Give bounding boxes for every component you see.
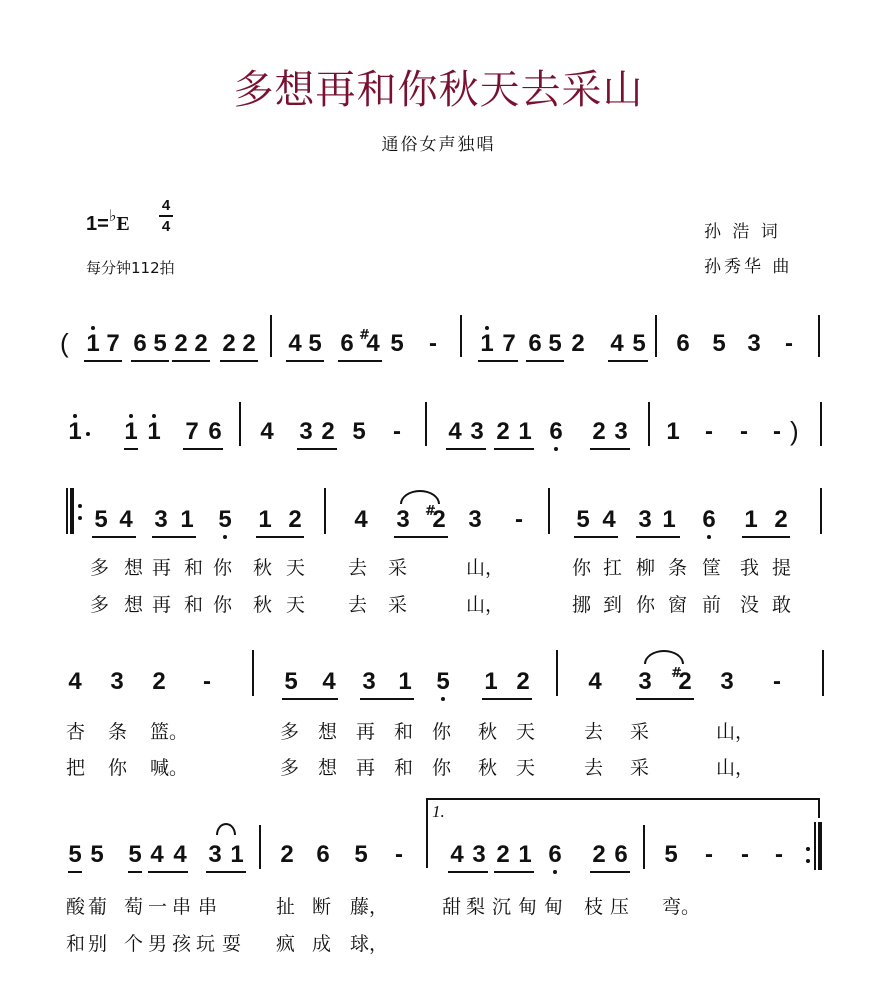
barline xyxy=(460,315,462,357)
barline xyxy=(643,825,645,869)
note: 3 xyxy=(720,668,734,695)
lyric: 甸 xyxy=(544,896,564,918)
lyric: 去 xyxy=(348,594,368,616)
note: 6 xyxy=(614,841,628,868)
note: 4 xyxy=(450,841,464,868)
lyric: 串 xyxy=(172,896,192,918)
lyric: 梨 xyxy=(466,896,486,918)
lyric: 和 xyxy=(184,557,204,579)
flat-symbol-icon: ♭ xyxy=(108,206,117,225)
lyric: 多 xyxy=(280,757,300,779)
volta-label: 1. xyxy=(432,802,445,821)
lyric: 条 xyxy=(668,557,688,579)
note: 6 xyxy=(340,330,354,357)
note: 5 xyxy=(632,330,646,357)
note: 5 xyxy=(68,841,82,868)
lyric: 和 xyxy=(184,594,204,616)
lyric: 扛 xyxy=(603,557,623,579)
lyric: 天 xyxy=(286,594,306,616)
lyric: 敢 xyxy=(772,594,792,616)
lyric: 你 xyxy=(432,757,452,779)
song-title: 多想再和你秋天去采山 xyxy=(233,67,644,113)
volta-bracket-right xyxy=(818,798,820,818)
lyric: 酸 xyxy=(66,896,86,918)
underline xyxy=(494,448,534,450)
dash: - xyxy=(393,418,401,445)
underline xyxy=(84,360,122,362)
lyric: 耍 xyxy=(222,933,242,955)
repeat-start-thick xyxy=(70,488,74,534)
barline xyxy=(259,825,261,869)
note: 3 xyxy=(154,506,168,533)
note: 5 xyxy=(548,330,562,357)
lyric: 再 xyxy=(356,721,376,743)
underline xyxy=(482,698,532,700)
underline xyxy=(526,360,564,362)
lyric: 采 xyxy=(388,557,408,579)
composer-credit: 孙秀华 曲 xyxy=(704,257,793,277)
lyric: 采 xyxy=(630,757,650,779)
lyric: 喊。 xyxy=(150,757,189,779)
lyric: 去 xyxy=(584,757,604,779)
lyric: 你 xyxy=(636,594,656,616)
lyric: 串 xyxy=(198,896,218,918)
lyric: 秋 xyxy=(253,557,273,579)
barline xyxy=(655,315,657,357)
note: 3 xyxy=(472,841,486,868)
note: 5 xyxy=(153,330,167,357)
lyric: 别 xyxy=(88,933,108,955)
note: 3 xyxy=(638,506,652,533)
barline xyxy=(270,315,272,357)
slur xyxy=(216,823,236,835)
underline xyxy=(478,360,518,362)
note: 3 xyxy=(362,668,376,695)
barline xyxy=(324,488,326,534)
underline xyxy=(574,536,618,538)
lyric: 想 xyxy=(124,557,144,579)
lyric: 条 xyxy=(108,721,128,743)
lyric: 窗 xyxy=(668,594,688,616)
underline xyxy=(494,871,534,873)
lyric: 你 xyxy=(213,557,233,579)
time-sig-top: 4 xyxy=(161,197,171,214)
note: 5 xyxy=(90,841,104,868)
lyric: 多 xyxy=(280,721,300,743)
note: 5 xyxy=(128,841,142,868)
note: 1 xyxy=(84,332,102,356)
key-prefix: 1= xyxy=(86,213,109,235)
underline xyxy=(338,360,382,362)
underline xyxy=(608,360,648,362)
dash: - xyxy=(705,841,713,868)
lyric: 秋 xyxy=(253,594,273,616)
barline xyxy=(818,315,820,357)
lyric: 提 xyxy=(772,557,792,579)
lyric: 挪 xyxy=(572,594,592,616)
barline xyxy=(820,402,822,446)
note: 5 xyxy=(712,330,726,357)
note: 3 xyxy=(638,668,652,695)
lyric: 没 xyxy=(740,594,760,616)
tempo-marking: 每分钟112拍 xyxy=(86,259,175,277)
note: 2 xyxy=(774,506,788,533)
note: 6 xyxy=(208,418,222,445)
repeat-dot xyxy=(806,847,810,851)
repeat-start-thin xyxy=(66,488,68,534)
note: 3 xyxy=(110,668,124,695)
note: 5 xyxy=(434,670,452,694)
lyric: 山， xyxy=(716,757,755,779)
lyric: 扯 xyxy=(276,896,296,918)
lyric: 柳 xyxy=(636,557,656,579)
lyric: 孩 xyxy=(172,933,192,955)
dash: - xyxy=(785,330,793,357)
dash: - xyxy=(705,418,713,445)
note: 5 xyxy=(216,508,234,532)
underline xyxy=(172,360,210,362)
underline xyxy=(206,871,246,873)
lyric: 和 xyxy=(394,721,414,743)
lyric: 再 xyxy=(152,594,172,616)
lyric: 你 xyxy=(108,757,128,779)
note: 2 xyxy=(592,418,606,445)
dash: - xyxy=(775,841,783,868)
underline xyxy=(148,871,188,873)
lyric: 断 xyxy=(312,896,332,918)
note: # 2 xyxy=(425,504,446,533)
key-letter: E xyxy=(116,213,130,235)
underline xyxy=(128,871,142,873)
repeat-dot xyxy=(78,504,82,508)
note: 4 xyxy=(610,330,624,357)
note: 3 xyxy=(468,506,482,533)
lyric: 我 xyxy=(740,557,760,579)
lyric: 多 xyxy=(90,557,110,579)
note: 2 xyxy=(222,330,236,357)
underline xyxy=(220,360,258,362)
note: 5 xyxy=(390,330,404,357)
lyric: 萄 xyxy=(124,896,144,918)
underline xyxy=(256,536,304,538)
note: 4 xyxy=(354,506,368,533)
volta-bracket-top xyxy=(426,798,820,800)
lyric: 采 xyxy=(388,594,408,616)
note: 2 xyxy=(496,418,510,445)
lyric: 甜 xyxy=(442,896,462,918)
lyric: 去 xyxy=(348,557,368,579)
lyric: 你 xyxy=(432,721,452,743)
lyric: 再 xyxy=(356,757,376,779)
dash: - xyxy=(773,668,781,695)
note: 1 xyxy=(230,841,244,868)
barline xyxy=(548,488,550,534)
note: 6 xyxy=(700,508,718,532)
lyric: 一 xyxy=(148,896,168,918)
lyric: 球， xyxy=(350,933,389,955)
note: 1 xyxy=(662,506,676,533)
dash: - xyxy=(515,506,523,533)
underline xyxy=(152,536,196,538)
note: 2 xyxy=(194,330,208,357)
note: 3 xyxy=(299,418,313,445)
lyric: 和 xyxy=(394,757,414,779)
lyric: 枝 xyxy=(584,896,604,918)
lyric: 去 xyxy=(584,721,604,743)
underline xyxy=(448,871,488,873)
dash: - xyxy=(740,418,748,445)
lyric: 甸 xyxy=(518,896,538,918)
underline xyxy=(68,871,82,873)
song-subtitle: 通俗女声独唱 xyxy=(381,135,496,155)
note: 4 xyxy=(588,668,602,695)
lyric: 秋 xyxy=(478,721,498,743)
lyric: 压 xyxy=(610,896,630,918)
lyric: 到 xyxy=(603,594,623,616)
barline xyxy=(822,650,824,696)
time-signature xyxy=(159,197,173,235)
dash: - xyxy=(741,841,749,868)
note: 1 xyxy=(258,506,272,533)
underline xyxy=(590,448,630,450)
note: 2 xyxy=(496,841,510,868)
lyric: 多 xyxy=(90,594,110,616)
note: 4 xyxy=(602,506,616,533)
note: # 4 xyxy=(359,328,380,357)
lyric: 前 xyxy=(702,594,722,616)
note: 5 xyxy=(354,841,368,868)
time-sig-line xyxy=(159,215,173,217)
note: 2 xyxy=(242,330,256,357)
note: 4 xyxy=(288,330,302,357)
note: 1 xyxy=(145,420,163,444)
note: 2 xyxy=(152,668,166,695)
note: 6 xyxy=(547,420,565,444)
underline xyxy=(636,536,680,538)
note: 3 xyxy=(747,330,761,357)
repeat-end-thick xyxy=(818,822,822,870)
lyric: 山， xyxy=(716,721,755,743)
note: 1 xyxy=(666,418,680,445)
lyric: 天 xyxy=(516,757,536,779)
note: 3 xyxy=(614,418,628,445)
open-paren: ( xyxy=(60,328,69,358)
note: 3 xyxy=(208,841,222,868)
lyric: 沉 xyxy=(492,896,512,918)
underline xyxy=(183,448,223,450)
lyric: 葡 xyxy=(88,896,108,918)
augmentation-dot xyxy=(86,432,90,436)
note: 1 xyxy=(180,506,194,533)
note: 4 xyxy=(68,668,82,695)
barline xyxy=(425,402,427,446)
note: 1 xyxy=(66,420,84,444)
note: 2 xyxy=(321,418,335,445)
lyric: 个 xyxy=(124,933,144,955)
note: 4 xyxy=(119,506,133,533)
note: # 2 xyxy=(671,666,692,695)
underline xyxy=(92,536,136,538)
lyric: 想 xyxy=(124,594,144,616)
note: 2 xyxy=(280,841,294,868)
lyric: 藤， xyxy=(350,896,389,918)
lyric: 你 xyxy=(213,594,233,616)
time-sig-bottom: 4 xyxy=(161,218,171,235)
lyric: 想 xyxy=(318,757,338,779)
dash: - xyxy=(203,668,211,695)
lyric: 天 xyxy=(516,721,536,743)
barline xyxy=(820,488,822,534)
underline xyxy=(360,698,414,700)
repeat-dot xyxy=(78,516,82,520)
note: 3 xyxy=(470,418,484,445)
note: 7 xyxy=(106,330,120,357)
note: 5 xyxy=(284,668,298,695)
barline xyxy=(556,650,558,696)
note: 1 xyxy=(518,841,532,868)
note: 6 xyxy=(133,330,147,357)
barline xyxy=(648,402,650,446)
lyric: 你 xyxy=(572,557,592,579)
note: 5 xyxy=(308,330,322,357)
note: 4 xyxy=(150,841,164,868)
dash: - xyxy=(773,418,781,445)
lyric: 和 xyxy=(66,933,86,955)
note: 4 xyxy=(260,418,274,445)
lyric: 想 xyxy=(318,721,338,743)
note: 2 xyxy=(516,668,530,695)
note: 5 xyxy=(352,418,366,445)
note: 6 xyxy=(528,330,542,357)
note: 3 xyxy=(396,506,410,533)
repeat-end-thin xyxy=(814,822,816,870)
lyric: 疯 xyxy=(276,933,296,955)
underline xyxy=(286,360,324,362)
barline xyxy=(252,650,254,696)
note: 1 xyxy=(484,668,498,695)
underline xyxy=(590,871,630,873)
note: 2 xyxy=(288,506,302,533)
lyric: 篮。 xyxy=(150,721,189,743)
lyric: 杏 xyxy=(66,721,86,743)
note: 4 xyxy=(173,841,187,868)
underline xyxy=(742,536,790,538)
underline xyxy=(394,536,448,538)
lyric: 山， xyxy=(466,594,505,616)
lyric: 把 xyxy=(66,757,86,779)
note: 1 xyxy=(744,506,758,533)
volta-bracket-left xyxy=(426,798,428,868)
note: 1 xyxy=(478,332,496,356)
lyric: 男 xyxy=(148,933,168,955)
note: 1 xyxy=(518,418,532,445)
lyric: 筐 xyxy=(702,557,722,579)
repeat-dot xyxy=(806,859,810,863)
note: 5 xyxy=(94,506,108,533)
lyric: 采 xyxy=(630,721,650,743)
note: 5 xyxy=(664,841,678,868)
note: 1 xyxy=(398,668,412,695)
dash: - xyxy=(429,330,437,357)
lyric: 山， xyxy=(466,557,505,579)
lyric: 再 xyxy=(152,557,172,579)
lyric: 秋 xyxy=(478,757,498,779)
underline xyxy=(636,698,694,700)
lyric: 成 xyxy=(312,933,332,955)
note: 7 xyxy=(185,418,199,445)
lyric: 弯。 xyxy=(662,896,701,918)
underline xyxy=(446,448,486,450)
note: 4 xyxy=(322,668,336,695)
underline xyxy=(124,448,138,450)
close-paren: ) xyxy=(790,416,799,446)
dash: - xyxy=(395,841,403,868)
note: 1 xyxy=(122,420,140,444)
lyric: 玩 xyxy=(196,933,216,955)
note: 6 xyxy=(676,330,690,357)
key-signature xyxy=(86,206,130,236)
note: 4 xyxy=(448,418,462,445)
barline xyxy=(239,402,241,446)
note: 2 xyxy=(571,330,585,357)
lyricist-credit: 孙 浩 词 xyxy=(704,222,781,242)
note: 2 xyxy=(174,330,188,357)
note: 6 xyxy=(546,843,564,867)
note: 5 xyxy=(576,506,590,533)
note: 7 xyxy=(502,330,516,357)
underline xyxy=(131,360,169,362)
note: 6 xyxy=(316,841,330,868)
underline xyxy=(282,698,338,700)
note: 2 xyxy=(592,841,606,868)
lyric: 天 xyxy=(286,557,306,579)
underline xyxy=(297,448,337,450)
